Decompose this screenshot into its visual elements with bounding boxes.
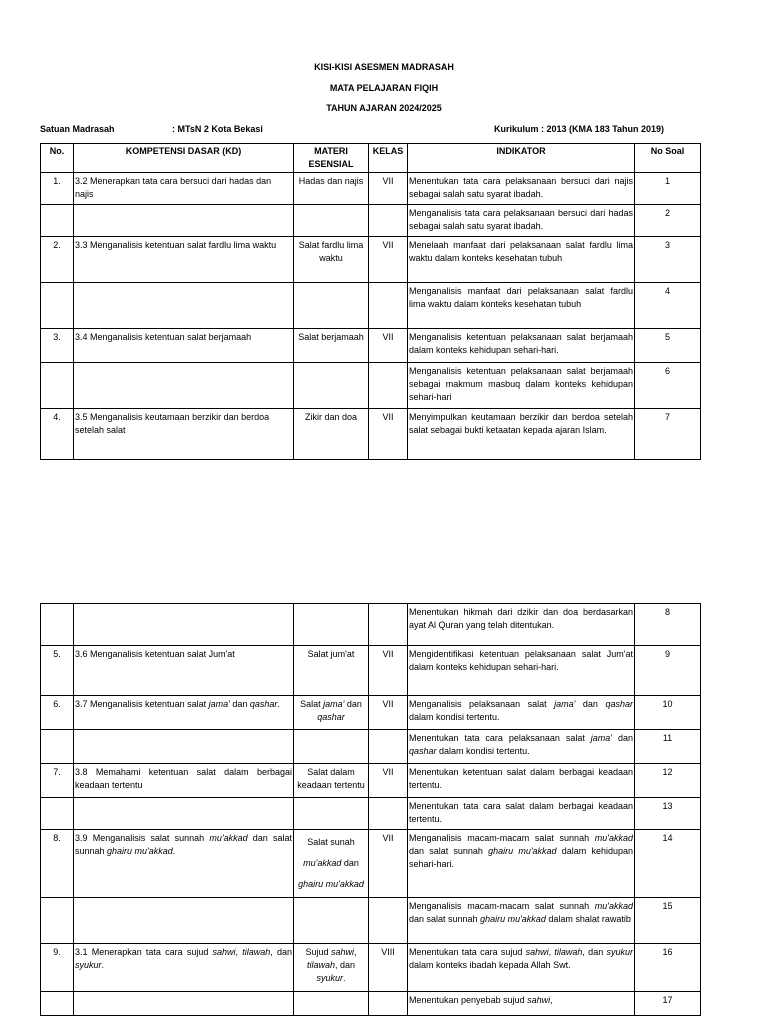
- table-row: [41, 363, 701, 409]
- cell-no-soal: 8: [635, 604, 701, 646]
- cell-no: 3.: [41, 329, 74, 363]
- cell-materi: Sujud sahwi, tilawah, dan syukur.: [294, 944, 369, 992]
- cell-materi: [294, 205, 369, 237]
- table-row: [41, 173, 701, 205]
- cell-kelas: [369, 205, 408, 237]
- col-header-kelas: KELAS: [369, 144, 408, 173]
- cell-kd: [74, 730, 294, 764]
- cell-kelas: VII: [369, 830, 408, 898]
- cell-materi: Salat jama' dan qashar: [294, 696, 369, 730]
- cell-no: 4.: [41, 409, 74, 460]
- cell-materi: [294, 898, 369, 944]
- document-title: KISI-KISI ASESMEN MADRASAH: [314, 62, 454, 72]
- table-row: [41, 764, 701, 798]
- cell-kd: 3.2 Menerapkan tata cara bersuci dari hadas dan najis: [74, 173, 294, 205]
- table-row: [41, 646, 701, 696]
- cell-kelas: VIII: [369, 944, 408, 992]
- cell-no-soal: 4: [635, 283, 701, 329]
- cell-materi: Salat berjamaah: [294, 329, 369, 363]
- cell-no-soal: 17: [635, 992, 701, 1016]
- cell-kd: [74, 898, 294, 944]
- cell-no-soal: 10: [635, 696, 701, 730]
- table-row: [41, 944, 701, 992]
- cell-no: 1.: [41, 173, 74, 205]
- table-row: [41, 237, 701, 283]
- cell-no: [41, 898, 74, 944]
- cell-indikator: Menentukan tata cara pelaksanaan bersuci dari najis sebagai salah satu syarat ibadah.: [408, 173, 635, 205]
- academic-year-title: TAHUN AJARAN 2024/2025: [326, 103, 442, 113]
- cell-indikator: Menganalisis pelaksanaan salat jama' dan qashar dalam kondisi tertentu.: [408, 696, 635, 730]
- cell-kd: [74, 363, 294, 409]
- cell-indikator: Menentukan hikmah dari dzikir dan doa berdasarkan ayat Al Quran yang telah ditentukan.: [408, 604, 635, 646]
- table-row: [41, 730, 701, 764]
- cell-kelas: [369, 992, 408, 1016]
- cell-no-soal: 7: [635, 409, 701, 460]
- cell-kelas: [369, 730, 408, 764]
- cell-no-soal: 5: [635, 329, 701, 363]
- col-header-kd: KOMPETENSI DASAR (KD): [74, 144, 294, 173]
- cell-materi: Salat sunah mu'akkad dan ghairu mu'akkad: [294, 830, 369, 898]
- col-header-no: No.: [41, 144, 74, 173]
- cell-indikator: Menyimpulkan keutamaan berzikir dan berdoa setelah salat sebagai bukti ketaatan kepada ajaran Islam.: [408, 409, 635, 460]
- cell-no: 9.: [41, 944, 74, 992]
- cell-no: [41, 730, 74, 764]
- cell-indikator: Menelaah manfaat dari pelaksanaan salat fardlu lima waktu dalam konteks kesehatan tubuh: [408, 237, 635, 283]
- cell-no-soal: 15: [635, 898, 701, 944]
- table-row: [41, 283, 701, 329]
- col-header-materi: MATERI ESENSIAL: [294, 144, 369, 173]
- cell-indikator: Menganalisis ketentuan pelaksanaan salat berjamaah sebagai makmum masbuq dalam konteks kehidupan sehari-hari: [408, 363, 635, 409]
- cell-materi: [294, 730, 369, 764]
- cell-no-soal: 3: [635, 237, 701, 283]
- cell-kelas: [369, 283, 408, 329]
- cell-kelas: VII: [369, 696, 408, 730]
- cell-materi: [294, 283, 369, 329]
- kurikulum-label: Kurikulum : 2013 (KMA 183 Tahun 2019): [494, 124, 665, 134]
- cell-no: [41, 798, 74, 830]
- cell-indikator: Menganalisis ketentuan pelaksanaan salat berjamaah dalam konteks kehidupan sehari-hari.: [408, 329, 635, 363]
- cell-kd: 3.9 Menganalisis salat sunnah mu'akkad dan salat sunnah ghairu mu'akkad.: [74, 830, 294, 898]
- cell-no: 8.: [41, 830, 74, 898]
- cell-no-soal: 9: [635, 646, 701, 696]
- kisi-kisi-table-page2: [40, 603, 701, 1016]
- table-row: [41, 329, 701, 363]
- table-row: [41, 696, 701, 730]
- cell-kelas: VII: [369, 409, 408, 460]
- cell-materi: Hadas dan najis: [294, 173, 369, 205]
- cell-kelas: VII: [369, 329, 408, 363]
- cell-no: [41, 363, 74, 409]
- cell-no: [41, 992, 74, 1016]
- table-row: [41, 830, 701, 898]
- table-row: [41, 409, 701, 460]
- cell-kelas: [369, 604, 408, 646]
- cell-kd: 3.7 Menganalisis ketentuan salat jama' dan qashar.: [74, 696, 294, 730]
- cell-no-soal: 2: [635, 205, 701, 237]
- cell-no: 5.: [41, 646, 74, 696]
- cell-indikator: Menganalisis macam-macam salat sunnah mu'akkad dan salat sunnah ghairu mu'akkad dalam shalat rawatib: [408, 898, 635, 944]
- table-row: [41, 798, 701, 830]
- cell-no: 6.: [41, 696, 74, 730]
- cell-kd: [74, 992, 294, 1016]
- cell-kd: [74, 205, 294, 237]
- cell-kd: 3.1 Menerapkan tata cara sujud sahwi, tilawah, dan syukur.: [74, 944, 294, 992]
- cell-materi: [294, 798, 369, 830]
- cell-kd: [74, 283, 294, 329]
- cell-indikator: Menganalisis manfaat dari pelaksanaan salat fardlu lima waktu dalam konteks kesehatan tubuh: [408, 283, 635, 329]
- cell-materi: Salat jum'at: [294, 646, 369, 696]
- satuan-value: : MTsN 2 Kota Bekasi: [172, 124, 263, 134]
- cell-kd: 3.4 Menganalisis ketentuan salat berjamaah: [74, 329, 294, 363]
- cell-indikator: Menentukan tata cara pelaksanaan salat jama' dan qashar dalam kondisi tertentu.: [408, 730, 635, 764]
- cell-kelas: [369, 798, 408, 830]
- cell-no: 7.: [41, 764, 74, 798]
- satuan-label: Satuan Madrasah: [40, 124, 115, 134]
- cell-kelas: VII: [369, 646, 408, 696]
- cell-kd: [74, 604, 294, 646]
- table-row: [41, 898, 701, 944]
- table-row: [41, 205, 701, 237]
- cell-materi: [294, 604, 369, 646]
- cell-no-soal: 13: [635, 798, 701, 830]
- cell-materi: [294, 363, 369, 409]
- cell-indikator: Mengidentifikasi ketentuan pelaksanaan salat Jum'at dalam konteks kehidupan sehari-hari.: [408, 646, 635, 696]
- cell-no-soal: 14: [635, 830, 701, 898]
- cell-indikator: Menganalisis tata cara pelaksanaan bersuci dari hadas sebagai salah satu syarat ibadah.: [408, 205, 635, 237]
- cell-materi: Salat fardlu lima waktu: [294, 237, 369, 283]
- cell-no: [41, 205, 74, 237]
- cell-kelas: [369, 898, 408, 944]
- cell-kd: [74, 798, 294, 830]
- cell-no-soal: 16: [635, 944, 701, 992]
- cell-no: 2.: [41, 237, 74, 283]
- cell-indikator: Menentukan tata cara salat dalam berbagai keadaan tertentu.: [408, 798, 635, 830]
- kisi-kisi-table-page1: [40, 143, 701, 460]
- table-row: [41, 992, 701, 1016]
- cell-no-soal: 1: [635, 173, 701, 205]
- cell-no-soal: 6: [635, 363, 701, 409]
- cell-indikator: Menentukan tata cara sujud sahwi, tilawah, dan syukur dalam konteks ibadah kepada Allah Swt.: [408, 944, 635, 992]
- cell-kelas: VII: [369, 173, 408, 205]
- table-header-row: [41, 144, 701, 173]
- cell-kelas: [369, 363, 408, 409]
- cell-indikator: Menganalisis macam-macam salat sunnah mu'akkad dan salat sunnah ghairu mu'akkad dalam kehidupan sehari-hari.: [408, 830, 635, 898]
- col-header-indikator: INDIKATOR: [408, 144, 635, 173]
- cell-no: [41, 604, 74, 646]
- cell-materi: [294, 992, 369, 1016]
- table-row: [41, 604, 701, 646]
- cell-indikator: Menentukan ketentuan salat dalam berbagai keadaan tertentu.: [408, 764, 635, 798]
- cell-kelas: VII: [369, 764, 408, 798]
- cell-no: [41, 283, 74, 329]
- cell-no-soal: 11: [635, 730, 701, 764]
- cell-kd: 3.8 Memahami ketentuan salat dalam berbagai keadaan tertentu: [74, 764, 294, 798]
- cell-materi: Salat dalam keadaan tertentu: [294, 764, 369, 798]
- cell-indikator: Menentukan penyebab sujud sahwi,: [408, 992, 635, 1016]
- cell-materi: Zikir dan doa: [294, 409, 369, 460]
- col-header-no-soal: No Soal: [635, 144, 701, 173]
- cell-kd: 3.5 Menganalisis keutamaan berzikir dan berdoa setelah salat: [74, 409, 294, 460]
- cell-kelas: VII: [369, 237, 408, 283]
- cell-no-soal: 12: [635, 764, 701, 798]
- cell-kd: 3.3 Menganalisis ketentuan salat fardlu lima waktu: [74, 237, 294, 283]
- subject-title: MATA PELAJARAN FIQIH: [329, 83, 439, 93]
- cell-kd: 3.6 Menganalisis ketentuan salat Jum'at: [74, 646, 294, 696]
